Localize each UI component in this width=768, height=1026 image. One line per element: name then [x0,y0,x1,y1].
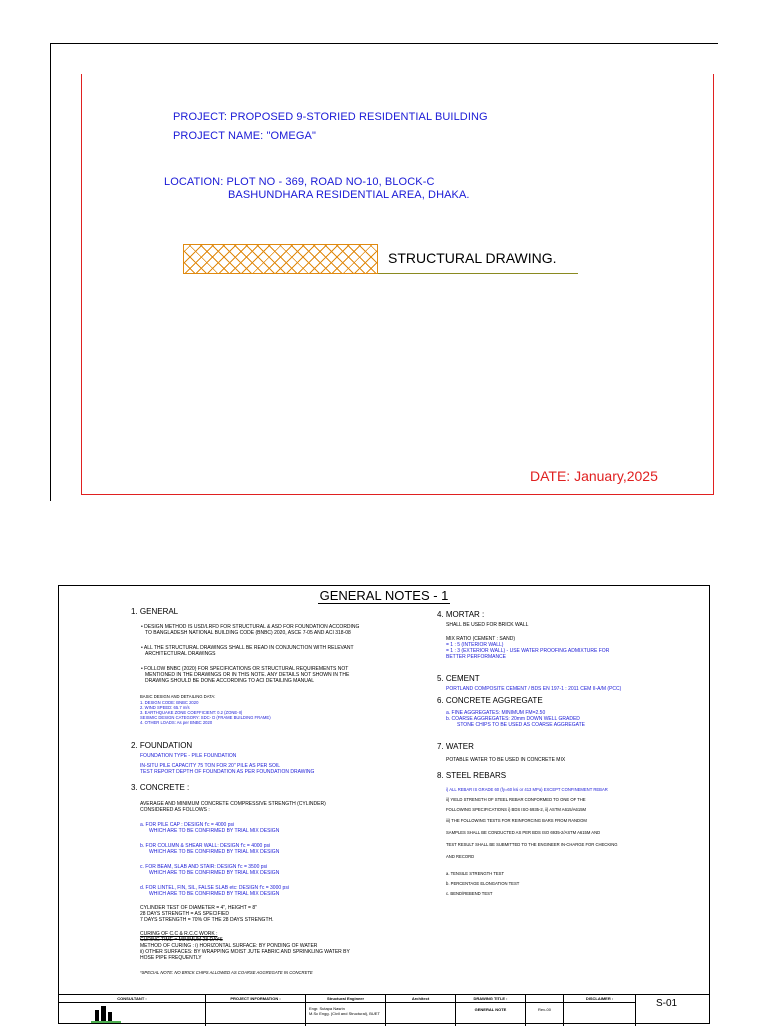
cylinder-test: CYLINDER TEST OF DIAMETER = 4", HEIGHT = 8" [140,905,257,911]
project-name: PROJECT NAME: "OMEGA" [173,130,316,142]
aggregate-item: a. FINE AGGREGATES: MINIMUM FM=2.50 [446,710,546,716]
mortar-item: BETTER PERFORMANCE [446,654,507,660]
disclaimer-cell: DISCLAIMER : [563,995,635,1026]
curing-heading: CURING OF C.C & R.C.C WORK : [140,931,218,937]
basic-data-item: 3. EARTHQUAKE ZONE COEFFICIENT: 0.2 (ZONE-II) [140,710,243,715]
rebars-item: i) ALL REBAR IS GRADE 60 (fy=60 ksi or 413 MPa) EXCEPT CONFINEMENT REBAR [446,787,608,792]
foundation-item: TEST REPORT DEPTH OF FOUNDATION AS PER FOUNDATION DRAWING [140,769,315,775]
aggregate-item: b. COARSE AGGREGATES: 20mm DOWN WELL GRADED [446,716,580,722]
cement-heading: 5. CEMENT [437,674,480,683]
basic-data-heading: BASIC DESIGN AND DETAILING DATA: [140,694,216,699]
rebars-item: FOLLOWING SPECIFICATIONS i) BDS ISO 6935-2, ii) ASTM A615/A615M [446,807,587,812]
mortar-heading: 4. MORTAR : [437,610,485,619]
general-item: MENTIONED IN THE DRAWINGS OR IN THIS NOTE. ANY DETAILS NOT SHOWN IN THE [145,672,350,678]
basic-data-item: 1. DESIGN CODE: BNBC 2020 [140,700,199,705]
curing-method: ii) OTHER SURFACES: BY WRAPPING MOIST JUTE FABRIC AND SPRINKLING WATER BY [140,949,350,955]
consultant-logo-icon [87,1004,127,1024]
basic-data-item: 4. OTHER LOADS: As per BNBC 2020 [140,720,213,725]
rebars-item: TEST RESULT SHALL BE SUBMITTED TO THE ENGINEER IN-CHARGE FOR CHECKING [446,842,618,847]
rebars-item: AND RECORD [446,854,475,859]
general-item: TO BANGLADESH NATIONAL BUILDING CODE (BNBC) 2020, ASCE 7-05 AND ACI 318-08 [145,630,351,636]
notes-title: GENERAL NOTES - 1 [319,588,449,603]
concrete-item-a: a. FOR PILE CAP : DESIGN f'c = 4000 psi [140,822,235,828]
rebars-item: SAMPLES SHALL BE CONDUCTED AS PER BDS ISO 6935-2/ASTM A615M AND [446,830,601,835]
mortar-item: SHALL BE USED FOR BRICK WALL [446,622,529,628]
curing-time: CURING TIME = MINIMUM 28 DAYS [140,937,223,943]
general-item: • FOLLOW BNBC (2020) FOR SPECIFICATIONS OR STRUCTURAL REQUIREMENTS NOT [141,666,349,672]
concrete-heading: 3. CONCRETE : [131,783,190,792]
rebars-test: c. BEND/REBEND TEST [446,891,493,896]
concrete-item-b: WHICH ARE TO BE CONFIRMED BY TRIAL MIX DESIGN [149,849,280,855]
foundation-item: IN-SITU PILE CAPACITY 75 TON FOR 20" PILE AS PER SOIL [140,763,281,769]
date-label: DATE: January,2025 [530,468,658,484]
basic-data-item: 2. WIND SPEED: 65.7 m/s [140,705,190,710]
basic-data-item: SEISMIC DESIGN CATEGORY: SDC- D (FRAME BUILDING FRAME) [140,715,271,720]
concrete-item-c: WHICH ARE TO BE CONFIRMED BY TRIAL MIX DESIGN [149,870,280,876]
rebars-item: iii) THE FOLLOWING TESTS FOR REINFORCING BARS FROM RANDOM [446,818,587,823]
foundation-heading: 2. FOUNDATION [131,741,193,750]
rebars-test: a. TENSILE STRENGTH TEST [446,871,505,876]
special-note: *SPECIAL NOTE: NO BRICK CHIPS ALLOWED AS COARSE AGGREGATE IN CONCRETE [140,970,313,975]
general-item: DRAWING SHOULD BE DONE ACCORDING TO ACI DETAILING MANUAL [145,678,315,684]
concrete-item-c: c. FOR BEAM, SLAB AND STAIR: DESIGN f'c = 3500 psi [140,864,268,870]
drawing-title-cell: DRAWING TITLE : GENERAL NOTE [455,995,525,1026]
general-item: ARCHITECTURAL DRAWINGS [145,651,216,657]
sheet-number-cell [635,995,711,1026]
concrete-intro: CONSIDERED AS FOLLOWS : [140,807,210,813]
rebars-item: ii) YIELD STRENGTH OF STEEL REBAR CONFORMED TO ONE OF THE [446,797,586,802]
title-block [59,994,709,1026]
cylinder-test: 7 DAYS STRENGTH = 70% OF THE 28 DAYS STRENGTH. [140,917,274,923]
drawing-title: STRUCTURAL DRAWING. [388,250,557,266]
hatch-pattern [183,244,378,274]
general-notes-sheet [58,585,710,1024]
mortar-item: MIX RATIO (CEMENT : SAND) [446,636,515,642]
general-item: • ALL THE STRUCTURAL DRAWINGS SHALL BE READ IN CONJUNCTION WITH RELEVANT [141,645,354,651]
water-item: POTABLE WATER TO BE USED IN CONCRETE MIX [446,757,566,763]
consultant-cell: CONSULTANT : [59,995,205,1026]
concrete-item-a: WHICH ARE TO BE CONFIRMED BY TRIAL MIX DESIGN [149,828,280,834]
curing-method: HOSE PIPE FREQUENTLY [140,955,202,961]
concrete-item-b: b. FOR COLUMN & SHEAR WALL: DESIGN f'c = 4000 psi [140,843,271,849]
aggregate-item: STONE CHIPS TO BE USED AS COARSE AGGREGATE [457,722,585,728]
rebars-test: b. PERCENTAGE ELONGATION TEST [446,881,520,886]
aggregate-heading: 6. CONCRETE AGGREGATE [437,696,543,705]
general-heading: 1. GENERAL [131,607,179,616]
cylinder-test: 28 DAYS STRENGTH = AS SPECIFIED [140,911,229,917]
architect-cell: Architect [385,995,455,1026]
cement-item: PORTLAND COMPOSITE CEMENT / BDS EN 197-1 : 2011 CEM II-A/M (PCC) [446,686,622,692]
revision-cell: Rev-00 [525,995,563,1026]
mortar-item: = 1 : 5 (INTERIOR WALL) [446,642,504,648]
foundation-item: FOUNDATION TYPE - PILE FOUNDATION [140,753,237,759]
location-line-2: BASHUNDHARA RESIDENTIAL AREA, DHAKA. [228,189,470,201]
rebars-heading: 8. STEEL REBARS [437,771,507,780]
concrete-item-d: d. FOR LINTEL, FIN, SIL, FALSE SLAB etc: DESIGN f'c = 3000 psi [140,885,289,891]
project-line: PROJECT: PROPOSED 9-STORIED RESIDENTIAL BUILDING [173,111,488,123]
concrete-item-d: WHICH ARE TO BE CONFIRMED BY TRIAL MIX DESIGN [149,891,280,897]
mortar-item: = 1 : 3 (EXTERIOR WALL) - USE WATER PROOFING ADMIXTURE FOR [446,648,610,654]
location-line-1: LOCATION: PLOT NO - 369, ROAD NO-10, BLOCK-C [164,176,435,188]
general-item: • DESIGN METHOD IS USD/LRFD FOR STRUCTURAL & ASD FOR FOUNDATION ACCORDING [141,624,360,630]
concrete-intro: AVERAGE AND MINIMUM CONCRETE COMPRESSIVE STRENGTH (CYLINDER) [140,801,326,807]
project-info-cell: PROJECT INFORMATION : [205,995,305,1026]
title-underline [378,273,578,274]
water-heading: 7. WATER [437,742,474,751]
sheet-number: S-01 [656,998,678,1009]
curing-method: METHOD OF CURING : i) HORIZONTAL SURFACE: BY PONDING OF WATER [140,943,318,949]
structural-engineer-cell: Structural Engineer Engr. Sutapa Nasrin M.Sc Engg. (Civil and Structural), BUET [305,995,385,1026]
